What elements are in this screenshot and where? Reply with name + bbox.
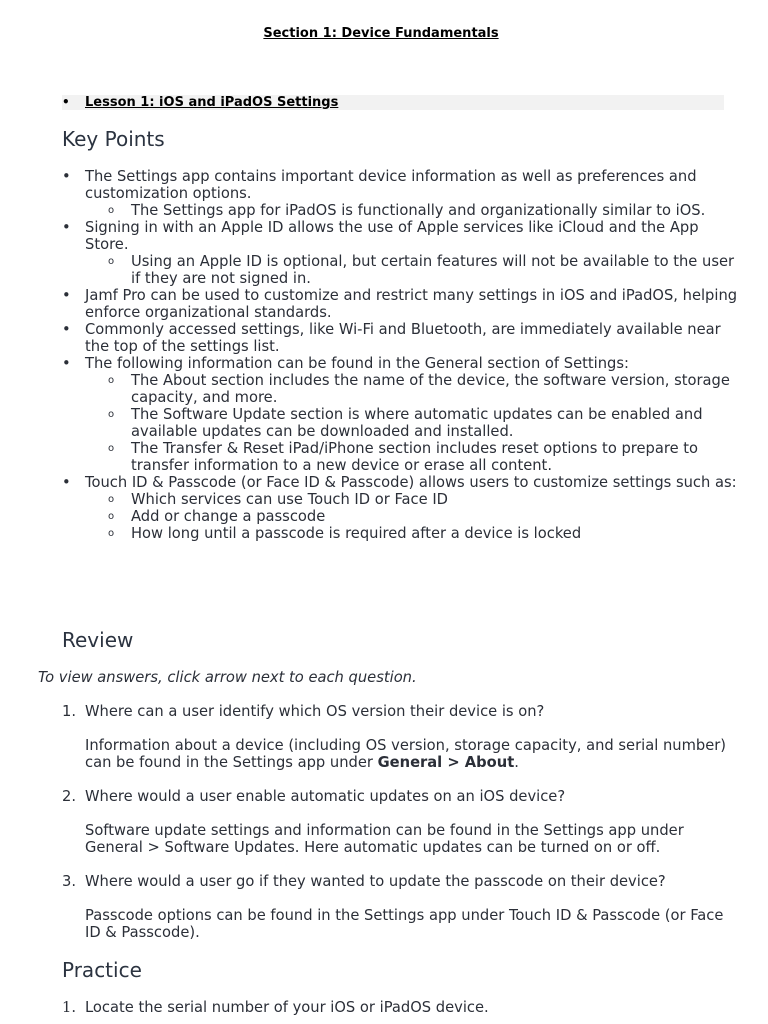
question-text[interactable]: Where would a user go if they wanted to update the passcode on their device? [85,873,666,890]
bullet-icon: • [62,168,71,185]
circle-bullet-icon: o [108,375,115,386]
sub-list-item: o The Software Update section is where automatic updates can be enabled and available updates can be downloaded and installed. [108,406,703,440]
review-instructions: To view answers, click arrow next to each question. [38,669,417,686]
circle-bullet-icon: o [108,256,115,267]
practice-text: Locate the serial number of your iOS or iPadOS device. [85,999,489,1016]
lesson-title: Lesson 1: iOS and iPadOS Settings [85,95,339,110]
section-title: Section 1: Device Fundamentals [263,26,499,41]
practice-heading: Practice [62,958,142,982]
circle-bullet-icon: o [108,494,115,505]
practice-number: 1. [62,999,77,1016]
review-answer: Information about a device (including OS version, storage capacity, and serial number) can be found in the Settings app under General > About. [85,737,727,771]
lesson-heading [62,95,724,110]
sub-list-item: o The About section includes the name of the device, the software version, storage capacity, and more. [108,372,730,406]
question-number: 3. [62,873,77,890]
sub-list-item: o The Transfer & Reset iPad/iPhone section includes reset options to prepare to transfer information to a new device or erase all content. [108,440,699,474]
review-answer: Passcode options can be found in the Settings app under Touch ID & Passcode (or Face ID & Passcode). [85,907,724,941]
menu-path-general: General [377,754,443,771]
sub-list-item: o The Settings app for iPadOS is functionally and organizationally similar to iOS. [108,202,706,219]
bullet-icon: • [62,287,71,304]
key-points-list [62,168,742,542]
circle-bullet-icon: o [108,511,115,522]
list-item: • Jamf Pro can be used to customize and restrict many settings in iOS and iPadOS, helping enforce organizational standards. [62,287,738,321]
circle-bullet-icon: o [108,528,115,539]
bullet-icon: • [62,355,71,372]
question-text[interactable]: Where can a user identify which OS version their device is on? [85,703,545,720]
review-answer: Software update settings and information can be found in the Settings app under General > Software Updates. Here automatic updates can be turned on or off. [85,822,684,856]
circle-bullet-icon: o [108,205,115,216]
sub-list-item: o Using an Apple ID is optional, but certain features will not be available to the user if they are not signed in. [108,253,735,287]
sub-list-item: o How long until a passcode is required after a device is locked [108,525,582,542]
question-number: 2. [62,788,77,805]
list-item: • Signing in with an Apple ID allows the use of Apple services like iCloud and the App Store. [62,219,699,253]
list-item: • Touch ID & Passcode (or Face ID & Passcode) allows users to customize settings such as: [62,474,737,491]
bullet-icon: • [62,474,71,491]
review-heading: Review [62,628,134,652]
sub-list-item: o Which services can use Touch ID or Face ID [108,491,448,508]
sub-list-item: o Add or change a passcode [108,508,326,525]
bullet-icon: • [62,219,71,236]
menu-path-about: About [464,754,515,771]
circle-bullet-icon: o [108,443,115,454]
question-number: 1. [62,703,77,720]
key-points-heading: Key Points [62,127,165,151]
question-text[interactable]: Where would a user enable automatic updates on an iOS device? [85,788,566,805]
list-item: • The Settings app contains important device information as well as preferences and customization options. [62,168,697,202]
circle-bullet-icon: o [108,409,115,420]
list-item: • The following information can be found in the General section of Settings: [62,355,629,372]
list-item: • Commonly accessed settings, like Wi-Fi and Bluetooth, are immediately available near the top of the settings list. [62,321,721,355]
bullet-icon: • [62,321,71,338]
bullet-icon: • [62,95,70,109]
